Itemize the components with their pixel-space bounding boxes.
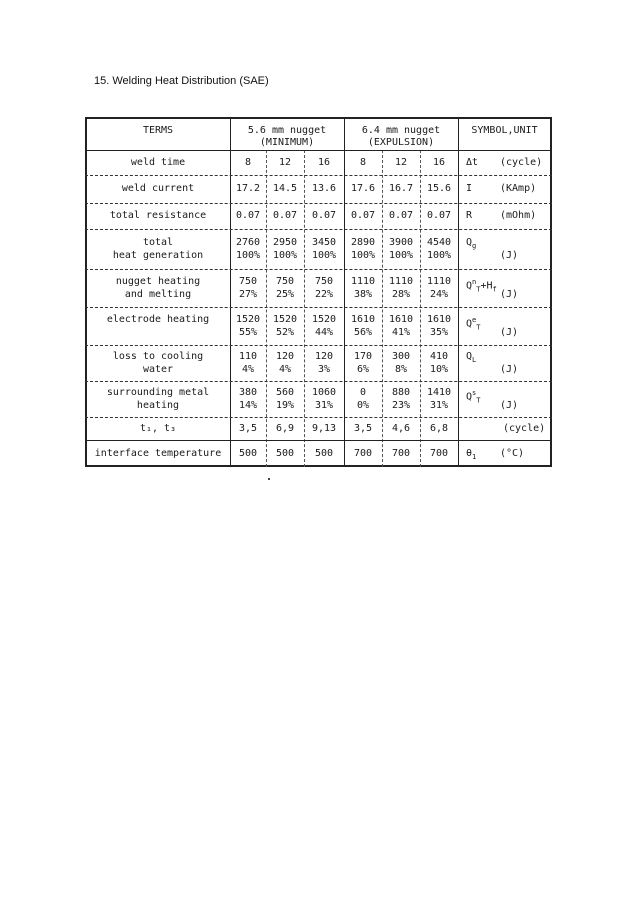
percent-cell: 19% <box>275 400 295 411</box>
value-cell: 14.5 <box>272 183 298 194</box>
page-heading: 15. Welding Heat Distribution (SAE) <box>94 75 269 87</box>
symbol: $Q^n_T+H_f$ <box>466 278 497 294</box>
symbol: $\theta_1$ <box>466 448 477 461</box>
header-terms: TERMS <box>142 125 174 136</box>
value-cell: 700 <box>429 448 449 459</box>
row-term: loss to cooling <box>112 351 204 362</box>
value-cell: 1110 <box>426 276 452 287</box>
heat-distribution-table <box>85 117 552 467</box>
value-cell: 6,9 <box>275 423 295 434</box>
value-cell: 0.07 <box>426 210 452 221</box>
value-cell: 9,13 <box>311 423 337 434</box>
value-cell: 0.07 <box>350 210 376 221</box>
header-symbol-unit: SYMBOL,UNIT <box>471 125 538 136</box>
header-group1-line1: 5.6 mm nugget <box>247 125 327 136</box>
percent-cell: 22% <box>314 289 334 300</box>
value-cell: 700 <box>353 448 373 459</box>
percent-cell: 25% <box>275 289 295 300</box>
column-divider <box>420 150 421 467</box>
percent-cell: 100% <box>311 250 337 261</box>
row-divider <box>85 381 552 382</box>
percent-cell: 23% <box>391 400 411 411</box>
value-cell: 1110 <box>388 276 414 287</box>
symbol: $Q^e_T$ <box>466 316 481 332</box>
percent-cell: 0% <box>356 400 370 411</box>
row-term: nugget heating <box>115 276 201 287</box>
value-cell: 2890 <box>350 237 376 248</box>
value-cell: 120 <box>314 351 334 362</box>
percent-cell: 38% <box>353 289 373 300</box>
unit: (J) <box>500 400 519 411</box>
row-divider <box>85 229 552 230</box>
value-cell: 4540 <box>426 237 452 248</box>
value-cell: 1520 <box>272 314 298 325</box>
symbol: $Q_g$ <box>466 237 477 250</box>
row-term-line2: heat generation <box>112 250 204 261</box>
percent-cell: 56% <box>353 327 373 338</box>
header-group2-line2: (EXPULSION) <box>367 137 435 148</box>
value-cell: 0.07 <box>235 210 261 221</box>
value-cell: 1610 <box>426 314 452 325</box>
value-cell: 3,5 <box>353 423 373 434</box>
row-term: t₁, t₃ <box>139 423 177 434</box>
value-cell: 500 <box>238 448 258 459</box>
row-term: weld time <box>130 157 186 168</box>
row-divider <box>85 150 552 151</box>
column-divider <box>304 150 305 467</box>
value-cell: 410 <box>429 351 449 362</box>
unit: (J) <box>500 289 519 300</box>
row-divider <box>85 175 552 176</box>
percent-cell: 100% <box>426 250 452 261</box>
symbol: $Q_L$ <box>466 351 477 364</box>
row-term-line2: water <box>142 364 174 375</box>
row-divider <box>85 417 552 418</box>
percent-cell: 8% <box>394 364 408 375</box>
value-cell: 110 <box>238 351 258 362</box>
value-cell: 15.6 <box>426 183 452 194</box>
value-cell: 380 <box>238 387 258 398</box>
column-divider <box>230 117 231 467</box>
row-term: electrode heating <box>106 314 210 325</box>
value-cell: 3,5 <box>238 423 258 434</box>
value-cell: 6,8 <box>429 423 449 434</box>
unit: (J) <box>500 327 519 338</box>
value-cell: 16 <box>317 157 331 168</box>
row-term-line2: heating <box>136 400 180 411</box>
percent-cell: 100% <box>350 250 376 261</box>
row-divider <box>85 203 552 204</box>
value-cell: 12 <box>278 157 292 168</box>
value-cell: 1110 <box>350 276 376 287</box>
symbol: $Q^s_T$ <box>466 389 481 405</box>
value-cell: 1060 <box>311 387 337 398</box>
percent-cell: 28% <box>391 289 411 300</box>
value-cell: 12 <box>394 157 408 168</box>
value-cell: 500 <box>275 448 295 459</box>
percent-cell: 10% <box>429 364 449 375</box>
value-cell: 0.07 <box>272 210 298 221</box>
percent-cell: 55% <box>238 327 258 338</box>
column-divider <box>344 117 345 467</box>
value-cell: 750 <box>314 276 334 287</box>
value-cell: 0.07 <box>311 210 337 221</box>
value-cell: 0.07 <box>388 210 414 221</box>
row-divider <box>85 440 552 441</box>
value-cell: 500 <box>314 448 334 459</box>
unit: (cycle) <box>500 157 543 168</box>
value-cell: 1610 <box>350 314 376 325</box>
row-divider <box>85 307 552 308</box>
value-cell: 17.6 <box>350 183 376 194</box>
row-divider <box>85 269 552 270</box>
symbol: R <box>466 210 473 221</box>
value-cell: 13.6 <box>311 183 337 194</box>
unit: (cycle) <box>503 423 546 434</box>
percent-cell: 3% <box>317 364 331 375</box>
value-cell: 880 <box>391 387 411 398</box>
value-cell: 120 <box>275 351 295 362</box>
column-divider <box>458 117 459 467</box>
percent-cell: 24% <box>429 289 449 300</box>
percent-cell: 4% <box>278 364 292 375</box>
percent-cell: 44% <box>314 327 334 338</box>
row-term-line2: and melting <box>124 289 192 300</box>
percent-cell: 52% <box>275 327 295 338</box>
value-cell: 700 <box>391 448 411 459</box>
value-cell: 750 <box>238 276 258 287</box>
percent-cell: 41% <box>391 327 411 338</box>
percent-cell: 6% <box>356 364 370 375</box>
value-cell: 8 <box>359 157 367 168</box>
value-cell: 170 <box>353 351 373 362</box>
value-cell: 2760 <box>235 237 261 248</box>
value-cell: 300 <box>391 351 411 362</box>
header-group2-line1: 6.4 mm nugget <box>361 125 441 136</box>
value-cell: 1520 <box>311 314 337 325</box>
symbol: I <box>466 183 473 194</box>
percent-cell: 4% <box>241 364 255 375</box>
percent-cell: 100% <box>388 250 414 261</box>
column-divider <box>382 150 383 467</box>
value-cell: 16 <box>432 157 446 168</box>
value-cell: 1610 <box>388 314 414 325</box>
value-cell: 1520 <box>235 314 261 325</box>
unit: (J) <box>500 364 519 375</box>
unit: (°C) <box>500 448 525 459</box>
scan-speck <box>268 478 270 480</box>
row-divider <box>85 345 552 346</box>
percent-cell: 27% <box>238 289 258 300</box>
value-cell: 1410 <box>426 387 452 398</box>
percent-cell: 31% <box>314 400 334 411</box>
value-cell: 17.2 <box>235 183 261 194</box>
symbol: Δt <box>466 157 479 168</box>
value-cell: 560 <box>275 387 295 398</box>
value-cell: 4,6 <box>391 423 411 434</box>
percent-cell: 31% <box>429 400 449 411</box>
row-term: total <box>142 237 174 248</box>
percent-cell: 100% <box>235 250 261 261</box>
value-cell: 0 <box>359 387 367 398</box>
row-term: interface temperature <box>94 448 222 459</box>
column-divider <box>266 150 267 467</box>
unit: (KAmp) <box>500 183 537 194</box>
value-cell: 16.7 <box>388 183 414 194</box>
row-term: surrounding metal <box>106 387 210 398</box>
percent-cell: 35% <box>429 327 449 338</box>
value-cell: 8 <box>244 157 252 168</box>
row-term: total resistance <box>109 210 207 221</box>
percent-cell: 14% <box>238 400 258 411</box>
unit: (J) <box>500 250 519 261</box>
header-group1-line2: (MINIMUM) <box>259 137 315 148</box>
row-term: weld current <box>121 183 195 194</box>
unit: (mOhm) <box>500 210 537 221</box>
value-cell: 3450 <box>311 237 337 248</box>
value-cell: 3900 <box>388 237 414 248</box>
value-cell: 2950 <box>272 237 298 248</box>
value-cell: 750 <box>275 276 295 287</box>
percent-cell: 100% <box>272 250 298 261</box>
